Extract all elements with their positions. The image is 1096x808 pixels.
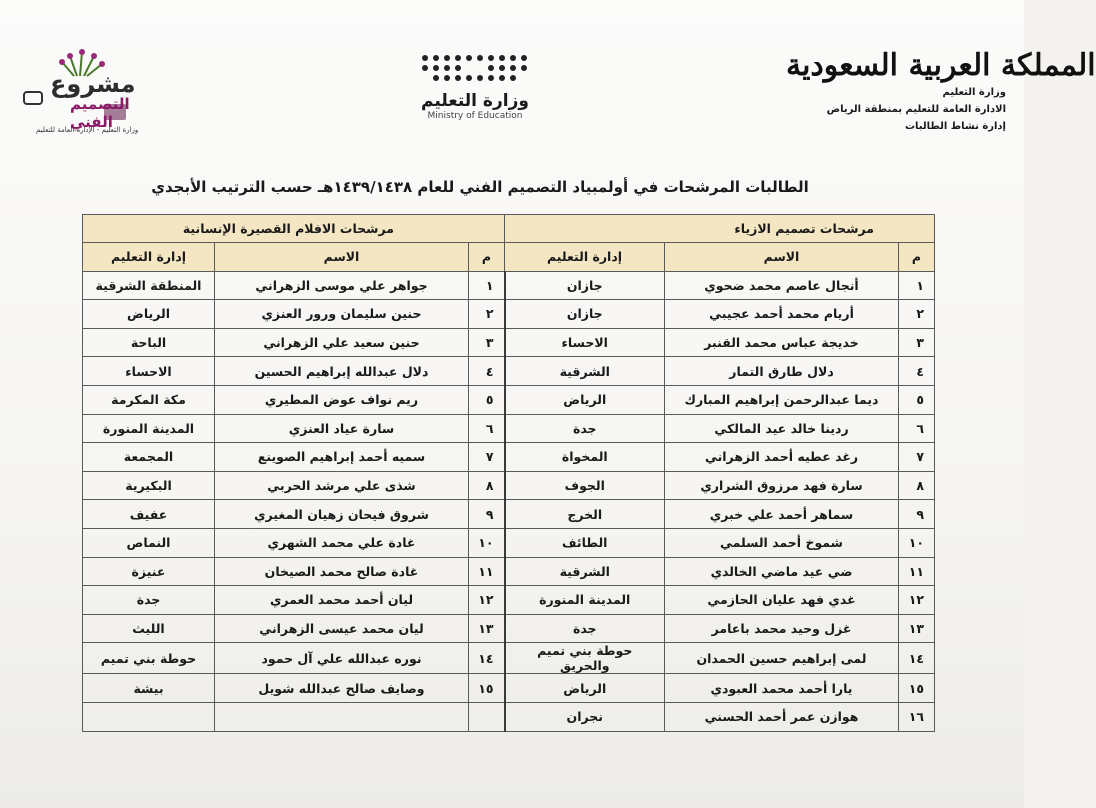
- film-number: ١١: [469, 557, 505, 586]
- ministry-dot: [422, 55, 428, 61]
- ministry-dot: [444, 65, 450, 71]
- fashion-dept: الطائف: [505, 528, 665, 557]
- fashion-number: ٤: [899, 357, 935, 386]
- film-name: حنين سليمان ورور العنزي: [215, 300, 469, 329]
- film-number: ١: [469, 271, 505, 300]
- fashion-number: ١٥: [899, 674, 935, 703]
- fashion-dept: الجوف: [505, 471, 665, 500]
- candidates-table: [82, 214, 935, 732]
- fashion-dept: الخرج: [505, 500, 665, 529]
- ministry-dot: [433, 55, 439, 61]
- film-name: ليان محمد عيسى الزهراني: [215, 614, 469, 643]
- film-dept: حوطة بني تميم: [83, 643, 215, 674]
- fashion-number: ١١: [899, 557, 935, 586]
- ministry-dot: [422, 75, 428, 81]
- ministry-dot: [422, 65, 428, 71]
- fashion-dept: الشرقية: [505, 557, 665, 586]
- fashion-number: ٩: [899, 500, 935, 529]
- ministry-dot: [433, 65, 439, 71]
- film-number: ٥: [469, 385, 505, 414]
- film-name: وصايف صالح عبدالله شويل: [215, 674, 469, 703]
- fashion-name: خديجة عباس محمد القنبر: [665, 328, 899, 357]
- table-row: [83, 385, 935, 414]
- film-number: [469, 702, 505, 731]
- col-m-fashion: م: [899, 243, 935, 272]
- fashion-dept: جدة: [505, 614, 665, 643]
- film-dept: المدينة المنورة: [83, 414, 215, 443]
- ministry-dot: [510, 75, 516, 81]
- table-row: [83, 443, 935, 472]
- fashion-number: ٦: [899, 414, 935, 443]
- fashion-number: ٨: [899, 471, 935, 500]
- film-dept: الاحساء: [83, 357, 215, 386]
- fashion-number: ١٦: [899, 702, 935, 731]
- table-row: [83, 702, 935, 731]
- col-dept-films: إدارة التعليم: [83, 243, 215, 272]
- ministry-dot: [521, 65, 527, 71]
- table-row: [83, 643, 935, 674]
- fashion-number: ١٢: [899, 586, 935, 615]
- film-number: ١٠: [469, 528, 505, 557]
- fashion-dept: جدة: [505, 414, 665, 443]
- film-dept: مكة المكرمة: [83, 385, 215, 414]
- film-dept: الليث: [83, 614, 215, 643]
- table-row: [83, 271, 935, 300]
- fashion-name: هوازن عمر أحمد الحسني: [665, 702, 899, 731]
- ministry-dot: [499, 65, 505, 71]
- film-dept: [83, 702, 215, 731]
- fashion-dept: حوطة بني تميم والحريق: [505, 643, 665, 674]
- col-dept-fashion: إدارة التعليم: [505, 243, 665, 272]
- film-name: حنين سعيد علي الزهراني: [215, 328, 469, 357]
- fashion-name: ديما عبدالرحمن إبراهيم المبارك: [665, 385, 899, 414]
- kingdom-line-2: الادارة العامة للتعليم بمنطقة الرياض: [826, 104, 1006, 115]
- fashion-number: ١٠: [899, 528, 935, 557]
- fashion-number: ٢: [899, 300, 935, 329]
- fashion-dept: الاحساء: [505, 328, 665, 357]
- fashion-name: ضي عيد ماضي الخالدي: [665, 557, 899, 586]
- fashion-name: غزل وحيد محمد باعامر: [665, 614, 899, 643]
- fashion-number: ١٣: [899, 614, 935, 643]
- film-name: جواهر علي موسى الزهراني: [215, 271, 469, 300]
- fashion-dept: المدينة المنورة: [505, 586, 665, 615]
- film-number: ٤: [469, 357, 505, 386]
- fashion-name: سارة فهد مرزوق الشراري: [665, 471, 899, 500]
- ministry-dot: [510, 55, 516, 61]
- film-dept: المجمعة: [83, 443, 215, 472]
- kingdom-line-1: وزارة التعليم: [942, 87, 1006, 98]
- table-row: [83, 300, 935, 329]
- ministry-name-en: Ministry of Education: [427, 111, 523, 121]
- film-number: ٢: [469, 300, 505, 329]
- ministry-dot: [444, 75, 450, 81]
- ministry-logo: [420, 55, 530, 121]
- film-name: شروق فيحان زهيان المغيري: [215, 500, 469, 529]
- fashion-dept: نجران: [505, 702, 665, 731]
- ministry-dot: [477, 55, 483, 61]
- ministry-dot: [466, 65, 472, 71]
- table-row: [83, 357, 935, 386]
- ministry-dot: [510, 65, 516, 71]
- ministry-dot: [499, 75, 505, 81]
- ministry-dot: [488, 65, 494, 71]
- fashion-dept: جازان: [505, 271, 665, 300]
- table-row: [83, 500, 935, 529]
- film-name: سميه أحمد إبراهيم الصوينع: [215, 443, 469, 472]
- table-row: [83, 471, 935, 500]
- film-name: ريم نواف عوض المطيري: [215, 385, 469, 414]
- ministry-dot: [521, 75, 527, 81]
- table-row: [83, 614, 935, 643]
- project-footer: وزارة التعليم - الإدارة العامة للتعليم: [36, 126, 139, 134]
- fashion-name: شموخ أحمد السلمي: [665, 528, 899, 557]
- fashion-name: سماهر أحمد علي خبري: [665, 500, 899, 529]
- project-title: مشروع: [50, 70, 136, 98]
- film-number: ٦: [469, 414, 505, 443]
- film-dept: المنطقة الشرقية: [83, 271, 215, 300]
- film-number: ١٣: [469, 614, 505, 643]
- project-subtitle: التصميم الفني: [70, 95, 130, 131]
- fashion-name: غدي فهد عليان الحازمي: [665, 586, 899, 615]
- fashion-dept: الرياض: [505, 674, 665, 703]
- film-number: ٩: [469, 500, 505, 529]
- fashion-number: ١: [899, 271, 935, 300]
- film-dept: عنيزة: [83, 557, 215, 586]
- col-name-films: الاسم: [215, 243, 469, 272]
- film-name: شذى علي مرشد الحربي: [215, 471, 469, 500]
- fashion-name: لمى إبراهيم حسين الحمدان: [665, 643, 899, 674]
- film-dept: الرياض: [83, 300, 215, 329]
- section-films: مرشحات الافلام القصيرة الإنسانية: [83, 215, 505, 243]
- ministry-dot: [521, 55, 527, 61]
- ministry-dot: [444, 55, 450, 61]
- col-name-fashion: الاسم: [665, 243, 899, 272]
- film-number: ١٢: [469, 586, 505, 615]
- ministry-dot: [455, 55, 461, 61]
- film-number: ١٥: [469, 674, 505, 703]
- col-m-films: م: [469, 243, 505, 272]
- fashion-number: ٥: [899, 385, 935, 414]
- fashion-number: ١٤: [899, 643, 935, 674]
- fashion-name: ردينا خالد عيد المالكي: [665, 414, 899, 443]
- ministry-dot: [499, 55, 505, 61]
- film-name: غادة علي محمد الشهري: [215, 528, 469, 557]
- kingdom-line-3: إدارة نشاط الطالبات: [904, 121, 1006, 132]
- fashion-name: رغد عطيه أحمد الزهراني: [665, 443, 899, 472]
- fashion-dept: الرياض: [505, 385, 665, 414]
- film-dept: البكيرية: [83, 471, 215, 500]
- ministry-name-ar: وزارة التعليم: [421, 91, 529, 111]
- section-fashion: مرشحات تصميم الازياء: [505, 215, 935, 243]
- film-dept: النماص: [83, 528, 215, 557]
- film-number: ٨: [469, 471, 505, 500]
- ministry-dot: [488, 75, 494, 81]
- film-name: دلال عبدالله إبراهيم الحسين: [215, 357, 469, 386]
- ministry-dot: [466, 55, 472, 61]
- film-dept: عفيف: [83, 500, 215, 529]
- film-number: ٣: [469, 328, 505, 357]
- table-row: [83, 328, 935, 357]
- film-number: ١٤: [469, 643, 505, 674]
- page-title: الطالبات المرشحات في أولمبياد التصميم الفني للعام ١٤٣٩/١٤٣٨هـ حسب الترتيب الأبجدي: [151, 178, 809, 196]
- film-name: ليان أحمد محمد العمري: [215, 586, 469, 615]
- ministry-dot: [477, 65, 483, 71]
- ministry-dot: [455, 75, 461, 81]
- fashion-name: دلال طارق التمار: [665, 357, 899, 386]
- fashion-name: يارا أحمد محمد العبودي: [665, 674, 899, 703]
- film-name: غادة صالح محمد الصيخان: [215, 557, 469, 586]
- ministry-dot: [466, 75, 472, 81]
- ministry-dot: [488, 55, 494, 61]
- film-number: ٧: [469, 443, 505, 472]
- ministry-dots-icon: [420, 55, 530, 81]
- film-dept: جدة: [83, 586, 215, 615]
- fashion-dept: جازان: [505, 300, 665, 329]
- ministry-dot: [455, 65, 461, 71]
- fashion-name: أريام محمد أحمد عجيبي: [665, 300, 899, 329]
- fashion-dept: الشرقية: [505, 357, 665, 386]
- film-dept: الباحة: [83, 328, 215, 357]
- film-dept: بيشة: [83, 674, 215, 703]
- kingdom-calligraphy: المملكة العربية السعودية: [786, 48, 1096, 83]
- table-row: [83, 528, 935, 557]
- table-row: [83, 557, 935, 586]
- film-name: [215, 702, 469, 731]
- table-row: [83, 674, 935, 703]
- fashion-dept: المخواة: [505, 443, 665, 472]
- fashion-name: أنجال عاصم محمد ضحوي: [665, 271, 899, 300]
- fashion-number: ٧: [899, 443, 935, 472]
- ministry-dot: [477, 75, 483, 81]
- film-name: سارة عياد العنزي: [215, 414, 469, 443]
- film-name: نوره عبدالله علي آل حمود: [215, 643, 469, 674]
- table-row: [83, 414, 935, 443]
- table-row: [83, 586, 935, 615]
- fashion-number: ٣: [899, 328, 935, 357]
- ministry-dot: [433, 75, 439, 81]
- project-logo: [22, 48, 140, 138]
- kingdom-header: [786, 48, 1096, 135]
